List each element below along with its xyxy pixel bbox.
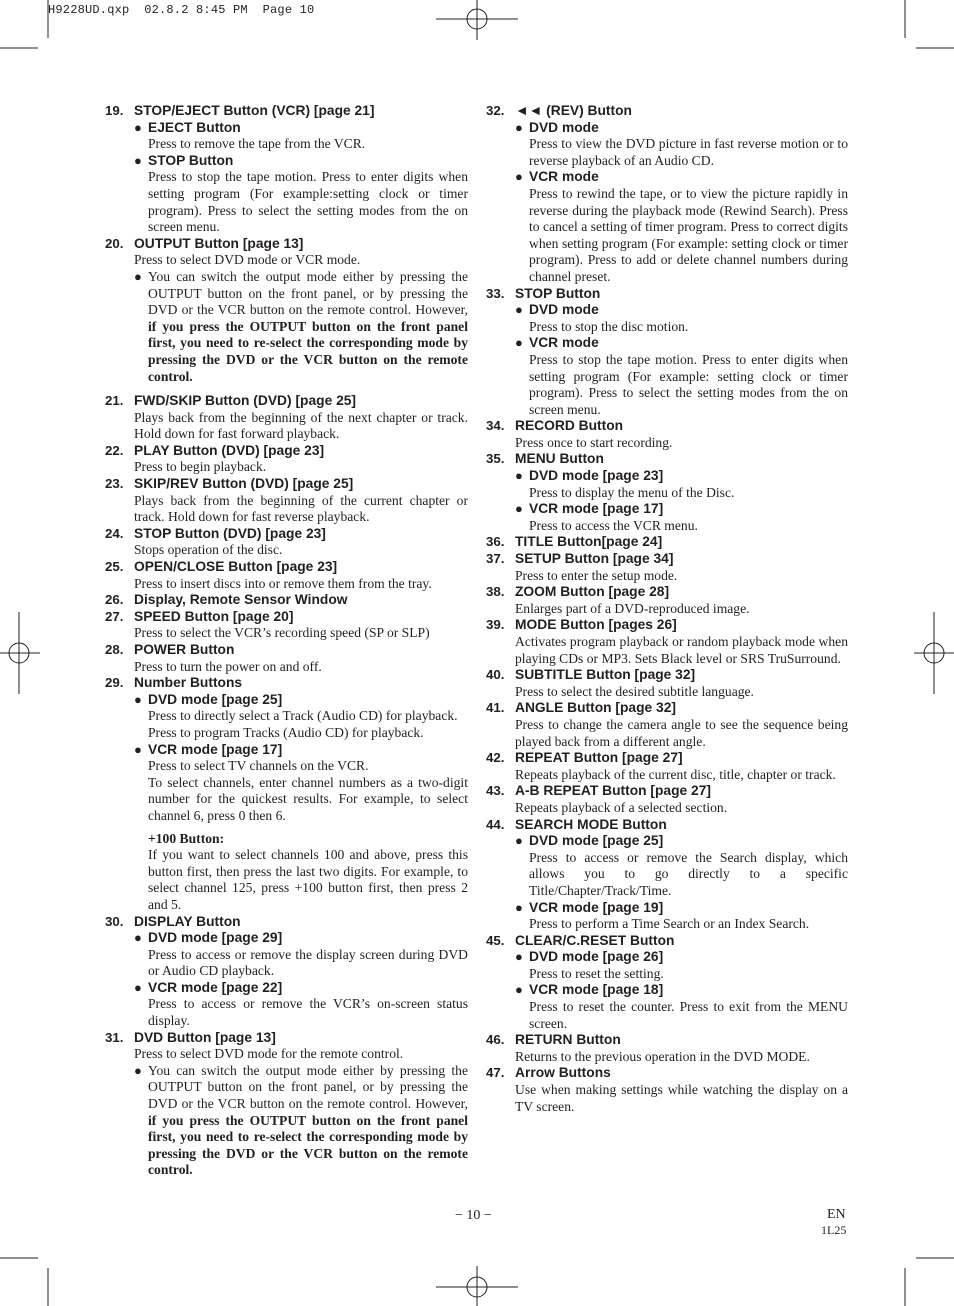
list-item bbox=[486, 817, 848, 933]
item-title: DVD Button [page 13] bbox=[134, 1029, 276, 1045]
item-title: PLAY Button (DVD) [page 23] bbox=[134, 442, 325, 458]
item-number: 20. bbox=[105, 235, 124, 251]
list-item bbox=[105, 642, 468, 675]
item-title: MENU Button bbox=[515, 451, 604, 467]
page-number: − 10 − bbox=[455, 1208, 492, 1223]
list-item bbox=[105, 476, 468, 526]
list-item bbox=[486, 750, 848, 783]
item-title: STOP Button (DVD) [page 23] bbox=[134, 525, 326, 541]
item-number: 45. bbox=[486, 932, 505, 948]
mode-title: ● VCR mode bbox=[529, 169, 848, 186]
mode-title: ● STOP Button bbox=[148, 153, 468, 170]
list-item bbox=[486, 451, 848, 534]
item-title: SUBTITLE Button [page 32] bbox=[515, 667, 696, 683]
item-number: 43. bbox=[486, 783, 505, 799]
list-item bbox=[105, 914, 468, 1030]
item-number: 38. bbox=[486, 584, 505, 600]
item-number: 29. bbox=[105, 675, 124, 691]
list-item bbox=[486, 551, 848, 584]
item-description: Press to begin playback. bbox=[134, 459, 267, 475]
mode-description: Press to reset the setting. bbox=[529, 965, 664, 981]
item-number: 36. bbox=[486, 534, 505, 550]
item-title: CLEAR/C.RESET Button bbox=[515, 932, 675, 948]
item-title: TITLE Button[page 24] bbox=[515, 534, 663, 550]
item-description: Press to select the VCR’s recording speed (SP or SLP) bbox=[134, 625, 430, 641]
mode-section bbox=[134, 742, 468, 914]
mode-description: Press to access or remove the display screen during DVD or Audio CD playback. bbox=[148, 946, 468, 979]
list-item bbox=[105, 443, 468, 476]
print-code: 1L25 bbox=[821, 1223, 847, 1237]
list-item bbox=[105, 675, 468, 913]
list-item bbox=[486, 1032, 848, 1065]
list-item bbox=[486, 933, 848, 1033]
item-number: 46. bbox=[486, 1032, 505, 1048]
mode-section bbox=[134, 120, 468, 153]
mode-title: ● DVD mode bbox=[529, 302, 848, 319]
mode-section bbox=[515, 982, 848, 1032]
mode-description: Press to access or remove the VCR’s on-screen status display. bbox=[148, 996, 468, 1029]
mode-description: Press to stop the tape motion. Press to enter digits when setting program (For example: setting clock or timer program). Press to select the setting modes from the on screen menu. bbox=[529, 351, 848, 417]
item-description: Press to change the camera angle to see the sequence being played back from a different angle. bbox=[515, 716, 848, 749]
item-title: FWD/SKIP Button (DVD) [page 25] bbox=[134, 393, 357, 409]
mode-section bbox=[515, 169, 848, 285]
note-emphasis: if you press the OUTPUT button on the front panel first, you need to re-select the corresponding mode by pressing the DVD or the VCR button on the remote control. bbox=[148, 1112, 468, 1178]
mode-title: ● VCR mode [page 19] bbox=[529, 900, 848, 917]
mode-title: ● DVD mode [page 25] bbox=[529, 833, 848, 850]
list-item bbox=[486, 667, 848, 700]
note-bullet bbox=[134, 269, 468, 385]
item-number: 27. bbox=[105, 608, 124, 624]
mode-section bbox=[134, 980, 468, 1030]
mode-description: Press to reset the counter. Press to exit from the MENU screen. bbox=[529, 999, 848, 1031]
mode-section bbox=[515, 949, 848, 982]
item-title: OPEN/CLOSE Button [page 23] bbox=[134, 559, 338, 575]
item-description: Press once to start recording. bbox=[515, 434, 673, 450]
item-description: Press to select DVD mode or VCR mode. bbox=[134, 252, 361, 268]
item-title: SPEED Button [page 20] bbox=[134, 608, 294, 624]
list-item bbox=[486, 617, 848, 667]
item-number: 41. bbox=[486, 700, 505, 716]
item-description: Use when making settings while watching the display on a TV screen. bbox=[515, 1082, 848, 1114]
note-text: You can switch the output mode either by pressing the OUTPUT button on the front panel, or by pressing the DVD or the VCR button on the remote control. However, bbox=[148, 268, 468, 318]
mode-title: ● DVD mode bbox=[529, 120, 848, 137]
list-item bbox=[105, 103, 468, 236]
item-description: Press to enter the setup mode. bbox=[515, 567, 678, 583]
item-title: POWER Button bbox=[134, 642, 235, 657]
note-bullet bbox=[134, 1063, 468, 1179]
mode-section bbox=[515, 501, 848, 534]
mode-title: ● VCR mode [page 18] bbox=[529, 982, 848, 999]
list-item bbox=[486, 103, 848, 286]
list-item bbox=[486, 418, 848, 451]
item-number: 24. bbox=[105, 525, 124, 541]
mode-title: ● DVD mode [page 25] bbox=[148, 692, 468, 709]
item-number: 31. bbox=[105, 1029, 124, 1045]
item-description: Repeats playback of the current disc, title, chapter or track. bbox=[515, 766, 836, 782]
item-number: 30. bbox=[105, 913, 124, 929]
list-item bbox=[486, 1065, 848, 1115]
item-description: Returns to the previous operation in the DVD MODE. bbox=[515, 1048, 810, 1064]
item-description: Activates program playback or random playback mode when playing CDs or MP3. Sets Black level or SRS TruSurround. bbox=[515, 634, 848, 666]
item-description: Enlarges part of a DVD-reproduced image. bbox=[515, 600, 750, 616]
mode-section bbox=[515, 900, 848, 933]
list-item bbox=[486, 783, 848, 816]
language-code: EN bbox=[827, 1207, 846, 1222]
item-title: Arrow Buttons bbox=[515, 1065, 611, 1081]
item-number: 19. bbox=[105, 103, 124, 118]
item-number: 23. bbox=[105, 476, 124, 492]
list-item bbox=[486, 286, 848, 419]
list-item bbox=[486, 534, 848, 551]
list-item bbox=[105, 1030, 468, 1179]
note-emphasis: if you press the OUTPUT button on the front panel first, you need to re-select the corresponding mode by pressing the DVD or the VCR button on the remote control. bbox=[148, 318, 468, 384]
extra-description: If you want to select channels 100 and above, press this button first, then press the last two digits. For example, to select channel 125, press +100 button first, then press 2 and 5. bbox=[148, 847, 468, 912]
item-title: RETURN Button bbox=[515, 1032, 621, 1048]
item-title: RECORD Button bbox=[515, 418, 624, 434]
mode-description: Press to stop the tape motion. Press to enter digits when setting program (For example:setting clock or timer program). Press to select the setting modes from the on screen menu. bbox=[148, 169, 468, 235]
mode-description: Press to directly select a Track (Audio CD) for playback. bbox=[148, 708, 458, 724]
item-description: Stops operation of the disc. bbox=[134, 542, 283, 558]
list-item bbox=[105, 393, 468, 443]
mode-section bbox=[134, 930, 468, 980]
mode-title: ● VCR mode [page 17] bbox=[529, 501, 848, 518]
item-title: A-B REPEAT Button [page 27] bbox=[515, 783, 711, 799]
item-number: 47. bbox=[486, 1065, 505, 1081]
mode-description: Press to stop the disc motion. bbox=[529, 318, 689, 334]
note-text: You can switch the output mode either by pressing the OUTPUT button on the front panel, or by pressing the DVD or the VCR button on the remote control. However, bbox=[148, 1062, 468, 1112]
item-title: SETUP Button [page 34] bbox=[515, 551, 674, 567]
item-number: 44. bbox=[486, 816, 505, 832]
mode-section bbox=[515, 302, 848, 335]
mode-title: ● VCR mode [page 22] bbox=[148, 980, 468, 997]
print-header: H9228UD.qxp 02.8.2 8:45 PM Page 10 bbox=[48, 3, 315, 17]
mode-description: Press to perform a Time Search or an Index Search. bbox=[529, 916, 810, 932]
item-title: SKIP/REV Button (DVD) [page 25] bbox=[134, 476, 354, 492]
item-title: Display, Remote Sensor Window bbox=[134, 592, 348, 608]
list-item bbox=[105, 526, 468, 559]
item-number: 21. bbox=[105, 393, 124, 409]
list-item bbox=[486, 584, 848, 617]
mode-description: To select channels, enter channel numbers as a two-digit number for the quickest results. For example, to select channel 6, press 0 then 6. bbox=[148, 774, 468, 823]
spacer bbox=[105, 385, 468, 393]
item-number: 34. bbox=[486, 418, 505, 434]
item-description: Press to insert discs into or remove them from the tray. bbox=[134, 575, 432, 591]
list-item bbox=[105, 236, 468, 385]
list-item bbox=[105, 609, 468, 642]
mode-section bbox=[515, 468, 848, 501]
mode-title: ● VCR mode bbox=[529, 335, 848, 352]
mode-description: Press to rewind the tape, or to view the picture rapidly in reverse during the playback mode (Rewind Search). Press to cancel a setting of timer program. Press to correct digits when setting program (For example: setting clock or timer program). Press to add or delete channel numbers during channel preset. bbox=[529, 185, 848, 284]
list-item bbox=[486, 700, 848, 750]
item-title: ZOOM Button [page 28] bbox=[515, 584, 670, 600]
item-title: REPEAT Button [page 27] bbox=[515, 750, 683, 766]
mode-title: ● EJECT Button bbox=[148, 120, 468, 137]
item-number: 35. bbox=[486, 451, 505, 467]
item-number: 32. bbox=[486, 103, 505, 118]
item-number: 26. bbox=[105, 592, 124, 608]
item-title: DISPLAY Button bbox=[134, 913, 241, 929]
item-description: Plays back from the beginning of the next chapter or track. Hold down for fast forward playback. bbox=[134, 409, 468, 442]
mode-section bbox=[134, 153, 468, 236]
mode-description: Press to remove the tape from the VCR. bbox=[148, 136, 366, 152]
item-description: Repeats playback of a selected section. bbox=[515, 799, 728, 815]
item-number: 22. bbox=[105, 442, 124, 458]
item-number: 42. bbox=[486, 750, 505, 766]
list-item bbox=[105, 592, 468, 609]
item-description: Press to select DVD mode for the remote control. bbox=[134, 1046, 404, 1062]
item-title: STOP Button bbox=[515, 285, 601, 301]
mode-section bbox=[515, 335, 848, 418]
mode-section bbox=[515, 120, 848, 170]
item-title: SEARCH MODE Button bbox=[515, 816, 667, 832]
item-number: 25. bbox=[105, 559, 124, 575]
mode-description: Press to access or remove the Search display, which allows you to go directly to a specific Title/Chapter/Track/Time. bbox=[529, 849, 848, 898]
mode-title: ● DVD mode [page 29] bbox=[148, 930, 468, 947]
item-description: Press to turn the power on and off. bbox=[134, 658, 322, 674]
item-description: Plays back from the beginning of the current chapter or track. Hold down for fast reverse playback. bbox=[134, 492, 468, 525]
item-number: 39. bbox=[486, 617, 505, 633]
extra-label: +100 Button: bbox=[148, 830, 225, 846]
mode-title: ● VCR mode [page 17] bbox=[148, 742, 468, 759]
mode-description: Press to display the menu of the Disc. bbox=[529, 484, 735, 500]
item-title: STOP/EJECT Button (VCR) [page 21] bbox=[134, 103, 375, 118]
mode-description: Press to view the DVD picture in fast reverse motion or to reverse playback of an Audio CD. bbox=[529, 136, 848, 168]
mode-description: Press to select TV channels on the VCR. bbox=[148, 758, 369, 774]
mode-title: ● DVD mode [page 26] bbox=[529, 949, 848, 966]
list-item bbox=[105, 559, 468, 592]
item-number: 33. bbox=[486, 285, 505, 301]
mode-description: Press to program Tracks (Audio CD) for playback. bbox=[148, 724, 424, 740]
mode-description: Press to access the VCR menu. bbox=[529, 517, 698, 533]
item-title: MODE Button [pages 26] bbox=[515, 617, 677, 633]
item-number: 37. bbox=[486, 551, 505, 567]
left-column bbox=[105, 103, 468, 1179]
mode-section bbox=[134, 692, 468, 742]
item-title: Number Buttons bbox=[134, 675, 243, 691]
mode-title: ● DVD mode [page 23] bbox=[529, 468, 848, 485]
item-number: 28. bbox=[105, 642, 124, 657]
item-number: 40. bbox=[486, 667, 505, 683]
item-title: OUTPUT Button [page 13] bbox=[134, 235, 304, 251]
mode-section bbox=[515, 833, 848, 899]
item-title: ◄◄ (REV) Button bbox=[515, 103, 632, 118]
item-description: Press to select the desired subtitle language. bbox=[515, 683, 754, 699]
right-column bbox=[486, 103, 848, 1115]
item-title: ANGLE Button [page 32] bbox=[515, 700, 676, 716]
